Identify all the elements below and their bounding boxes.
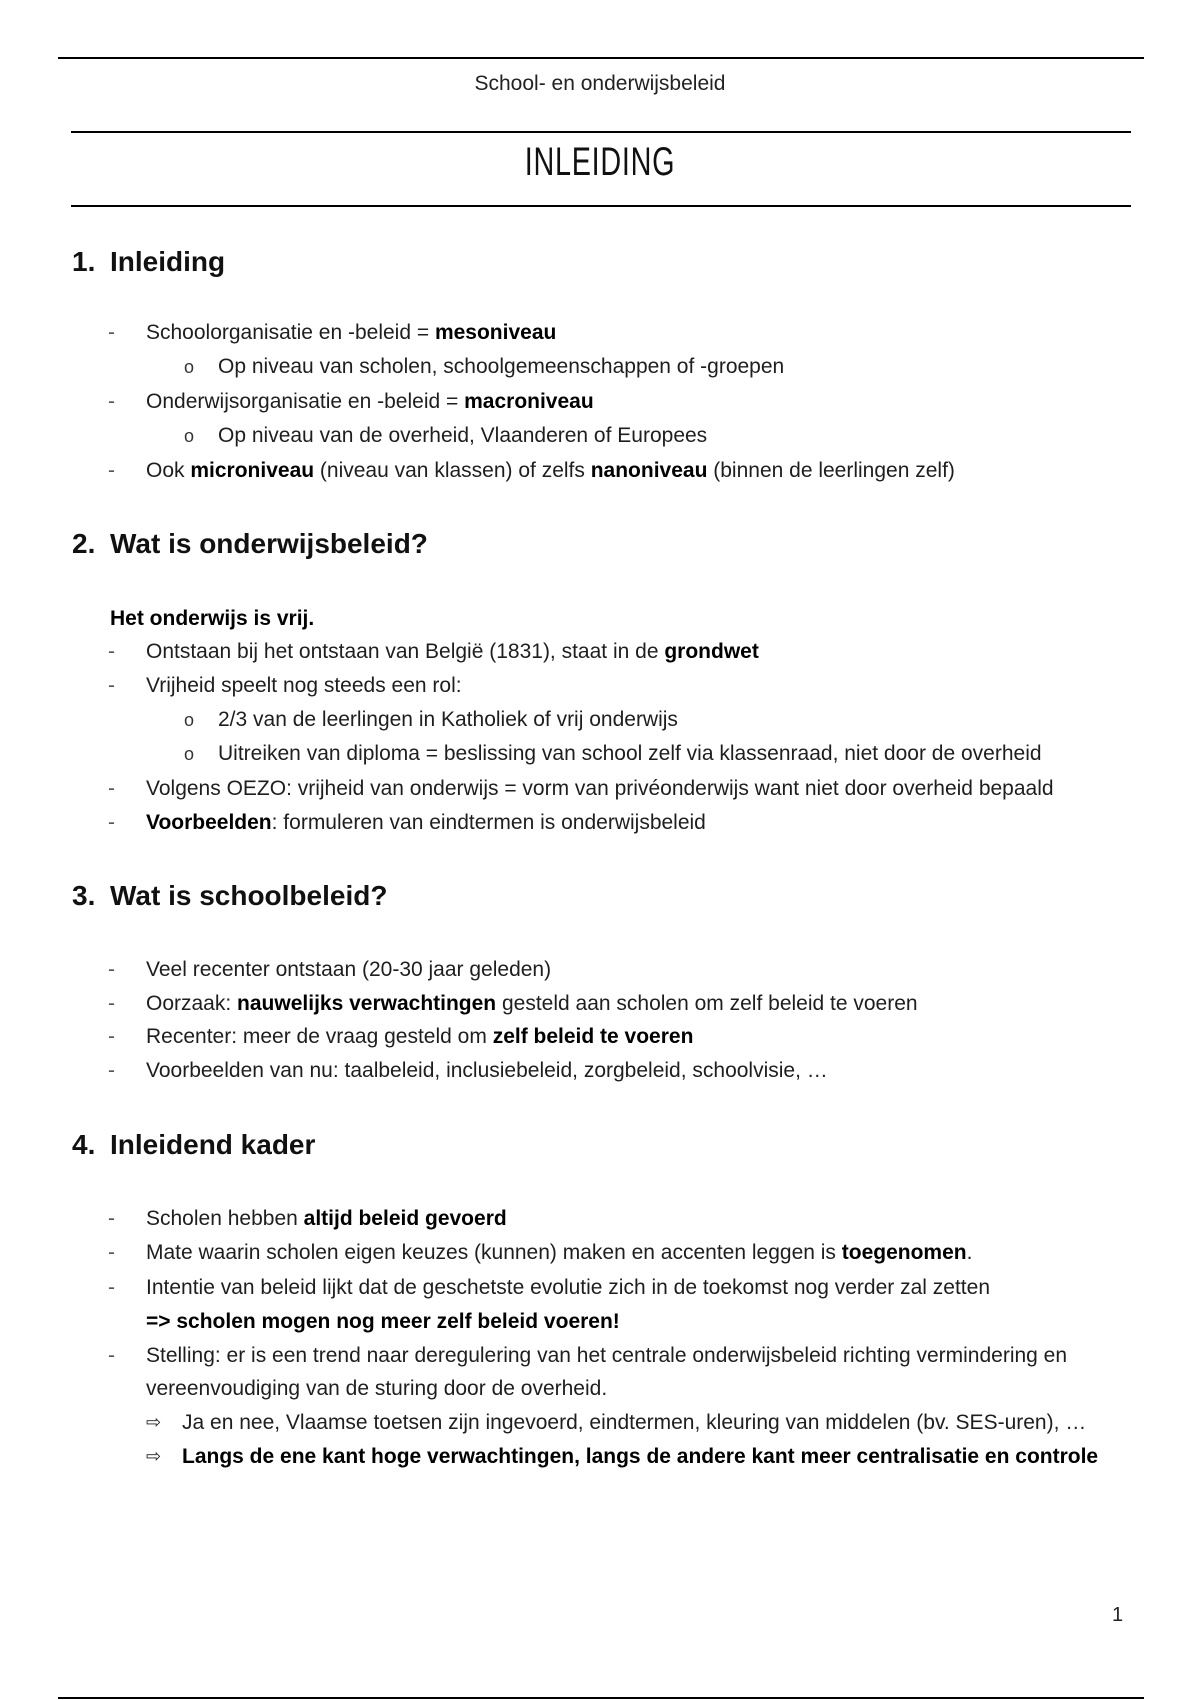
title-rule-bottom: [71, 205, 1131, 207]
circle-bullet-icon: o: [184, 744, 195, 764]
section-title: Wat is schoolbeleid?: [110, 880, 388, 911]
dash-bullet-icon: -: [108, 958, 115, 981]
running-header-title: School- en onderwijsbeleid: [474, 72, 726, 95]
dash-bullet-icon: -: [108, 1207, 115, 1230]
dash-bullet-icon: -: [108, 811, 115, 834]
section-heading: [72, 880, 387, 912]
section-number: 4.: [72, 1129, 96, 1160]
dash-bullet-icon: -: [108, 321, 115, 344]
section-number: 2.: [72, 528, 96, 559]
dash-bullet-icon: -: [108, 674, 115, 697]
right-arrow-icon: ⇨: [146, 1412, 162, 1432]
dash-bullet-icon: -: [108, 1241, 115, 1264]
subheading: Het onderwijs is vrij.: [110, 607, 315, 630]
dash-bullet-icon: -: [108, 1025, 115, 1048]
section-title: Inleidend kader: [110, 1129, 316, 1160]
dash-bullet-icon: -: [108, 640, 115, 663]
circle-bullet-icon: o: [184, 710, 195, 730]
dash-bullet-icon: -: [108, 777, 115, 800]
dash-bullet-icon: -: [108, 459, 115, 482]
document-title: INLEIDING: [524, 140, 676, 184]
list-item-continuation: => scholen mogen nog meer zelf beleid voeren!: [146, 1310, 620, 1333]
header-rule: [58, 57, 1144, 59]
section-heading: [72, 528, 428, 560]
section-heading: [72, 246, 225, 278]
dash-bullet-icon: -: [108, 1344, 115, 1367]
section-title: Wat is onderwijsbeleid?: [110, 528, 428, 559]
title-rule-top: [71, 131, 1131, 133]
circle-bullet-icon: o: [184, 426, 195, 446]
dash-bullet-icon: -: [108, 992, 115, 1015]
list-item-continuation: vereenvoudiging van de sturing door de overheid.: [146, 1377, 608, 1400]
right-arrow-icon: ⇨: [146, 1446, 162, 1466]
dash-bullet-icon: -: [108, 390, 115, 413]
dash-bullet-icon: -: [108, 1276, 115, 1299]
section-heading: [72, 1129, 315, 1161]
circle-bullet-icon: o: [184, 357, 195, 377]
footer-rule: [58, 1697, 1144, 1699]
dash-bullet-icon: -: [108, 1059, 115, 1082]
section-number: 1.: [72, 246, 96, 277]
page-number: 1: [1112, 1604, 1124, 1626]
section-title: Inleiding: [110, 246, 226, 277]
section-number: 3.: [72, 880, 96, 911]
